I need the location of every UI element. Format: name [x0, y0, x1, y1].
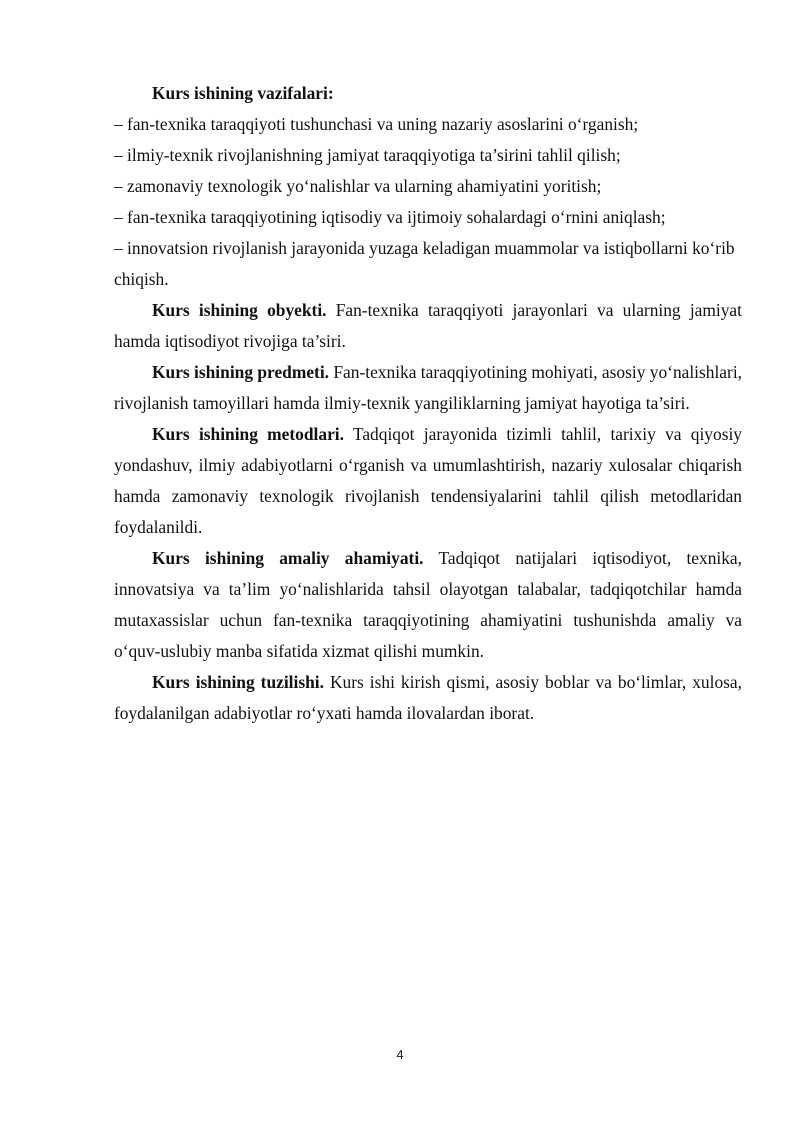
tasks-list	[114, 109, 742, 295]
section-structure-text: Kurs ishi kirish qismi, asosiy boblar va bo‘limlar, xulosa, foydalanilgan adabiyotlar ro‘yxati hamda ilovalardan iborat.	[114, 672, 742, 723]
section-structure-lead: Kurs ishining tuzilishi.	[152, 672, 324, 692]
section-methods-text: Tadqiqot jarayonida tizimli tahlil, tarixiy va qiyosiy yondashuv, ilmiy adabiyotlarni o‘rganish va umumlashtirish, nazariy xulosalar chiqarish hamda zamonaviy texnologik rivojlanish tendensiyalarini tahlil qilish metodlaridan foydalanildi.	[114, 424, 742, 537]
section-practical-value-text: Tadqiqot natijalari iqtisodiyot, texnika, innovatsiya va ta’lim yo‘nalishlarida tahsil olayotgan talabalar, tadqiqotchilar hamda mutaxassislar uchun fan-texnika taraqqiyotining ahamiyatini tushunishda amaliy va o‘quv-uslubiy manba sifatida xizmat qilishi mumkin.	[114, 548, 742, 661]
section-subject-lead: Kurs ishining predmeti.	[152, 362, 330, 382]
task-item: – zamonaviy texnologik yo‘nalishlar va ularning ahamiyatini yoritish;	[114, 176, 602, 196]
section-structure	[114, 667, 742, 729]
section-practical-value	[114, 543, 742, 667]
section-object-lead: Kurs ishining obyekti.	[152, 300, 327, 320]
task-item: – fan-texnika taraqqiyotining iqtisodiy va ijtimoiy sohalardagi o‘rnini aniqlash;	[114, 207, 666, 227]
task-item: – ilmiy-texnik rivojlanishning jamiyat taraqqiyotiga ta’sirini tahlil qilish;	[114, 145, 621, 165]
section-methods	[114, 419, 742, 543]
section-methods-lead: Kurs ishining metodlari.	[152, 424, 344, 444]
section-practical-value-lead: Kurs ishining amaliy ahamiyati.	[152, 548, 424, 568]
section-object	[114, 295, 742, 357]
task-item: – innovatsion rivojlanish jarayonida yuzaga keladigan muammolar va istiqbollarni ko‘rib chiqish.	[114, 238, 735, 289]
section-subject	[114, 357, 742, 419]
section-object-text: Fan-texnika taraqqiyoti jarayonlari va ularning jamiyat hamda iqtisodiyot rivojiga ta’siri.	[114, 300, 742, 351]
section-subject-text: Fan-texnika taraqqiyotining mohiyati, asosiy yo‘nalishlari, rivojlanish tamoyillari hamda ilmiy-texnik yangiliklarning jamiyat hayotiga ta’siri.	[114, 362, 743, 413]
document-page	[114, 78, 742, 729]
tasks-heading: Kurs ishining vazifalari:	[152, 83, 334, 103]
page-number: 4	[396, 1047, 404, 1062]
task-item: – fan-texnika taraqqiyoti tushunchasi va uning nazariy asoslarini o‘rganish;	[114, 114, 639, 134]
